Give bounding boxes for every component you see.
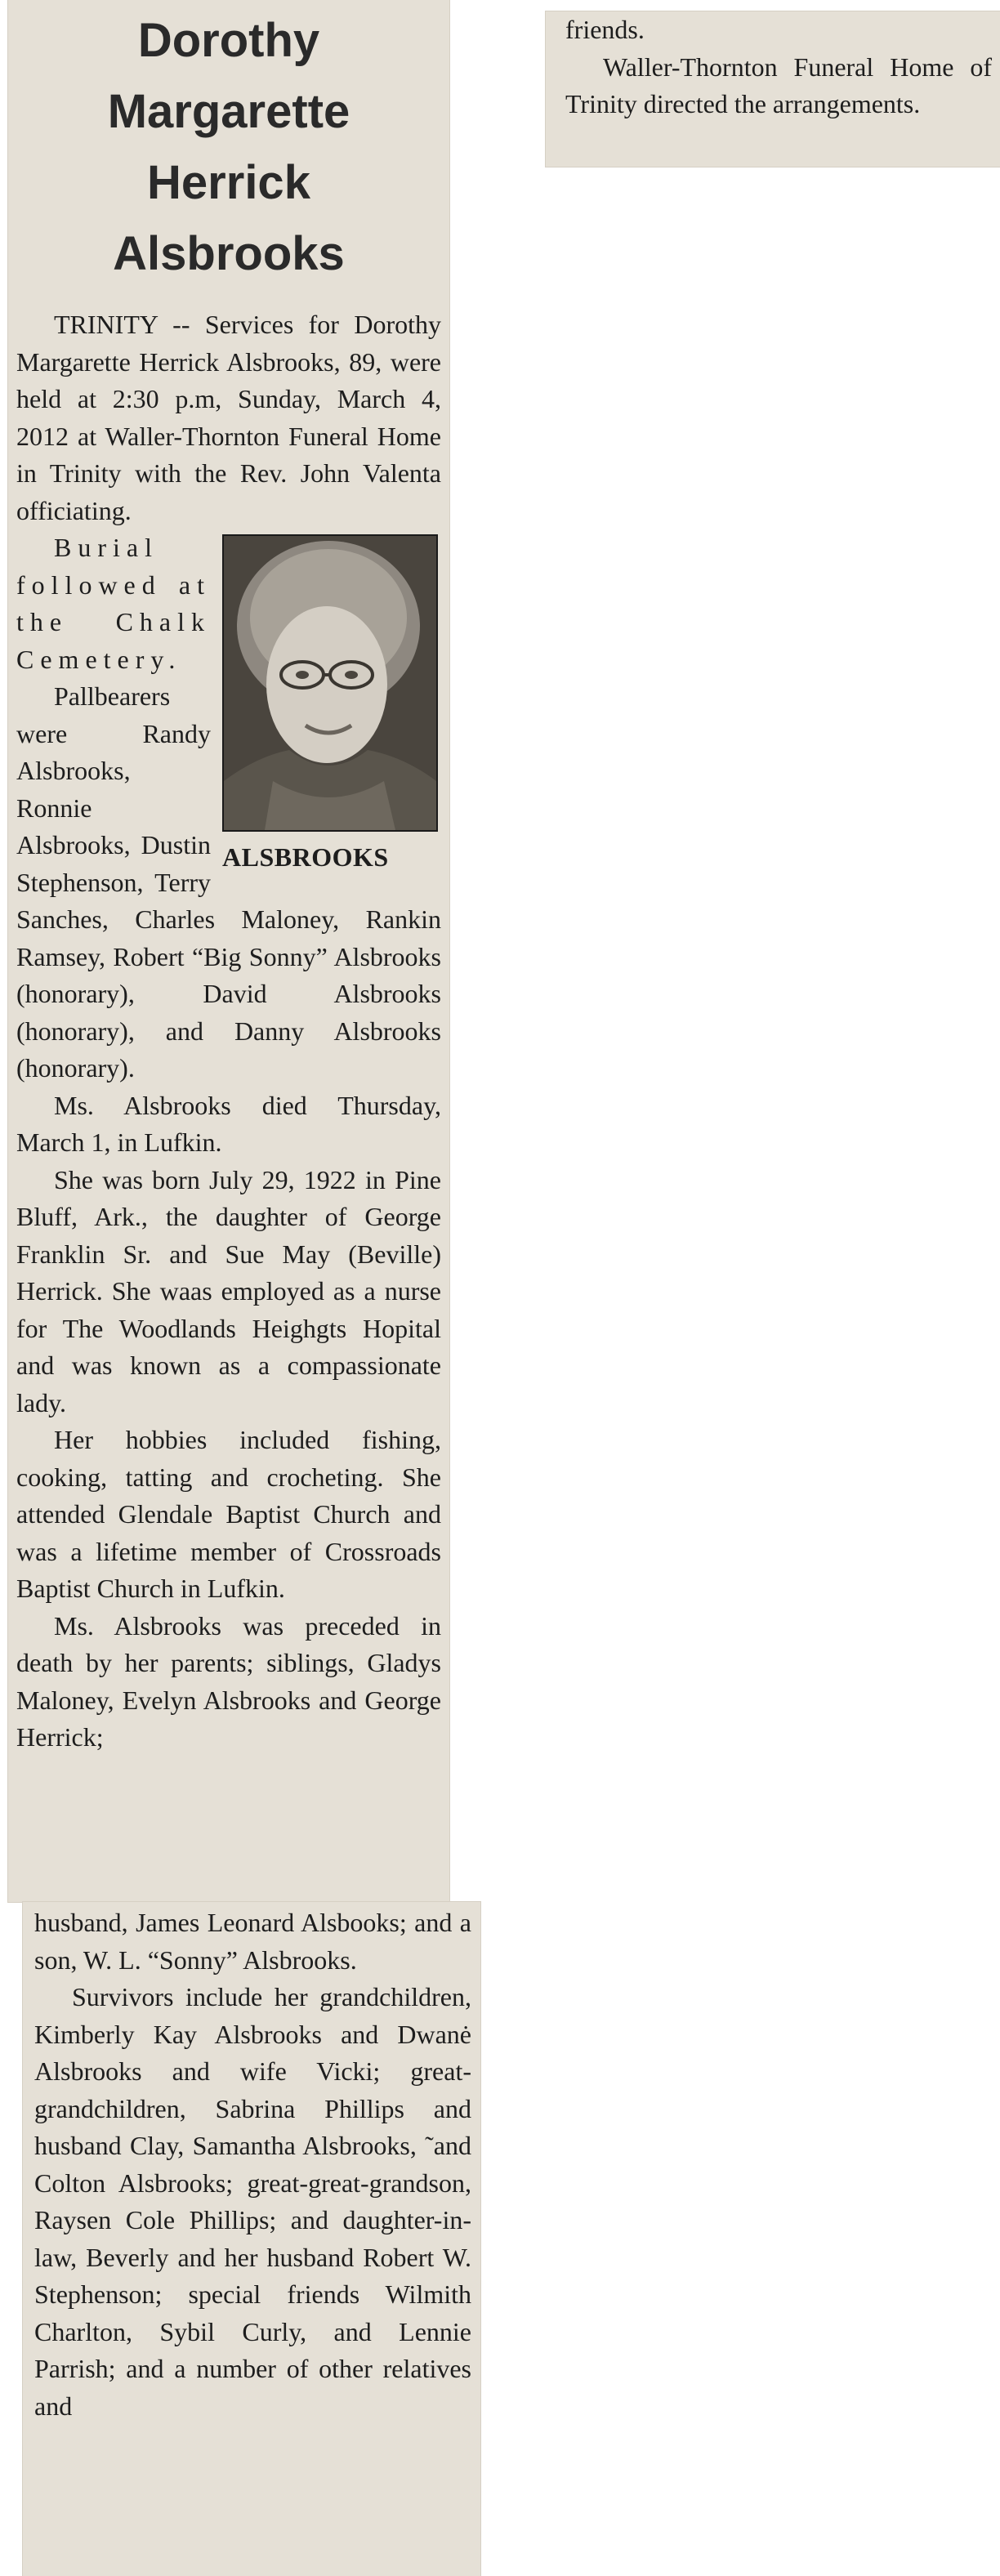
headline-line: Alsbrooks (113, 227, 345, 280)
obituary-column-3 (565, 11, 992, 123)
headline-line: Margarette (107, 85, 350, 138)
portrait-figure (222, 534, 441, 874)
obituary-headline (8, 5, 449, 289)
paragraph-services: TRINITY -- Services for Dorothy Margarette Herrick Alsbrooks, 89, were held at 2:30 p.m, Sunday, March 4, 2012 at Waller-Thornton Funeral Home in Trinity with the Rev. John Valenta officiating. (16, 310, 441, 525)
photo-caption: ALSBROOKS (222, 842, 389, 872)
portrait-photo (222, 534, 438, 832)
obituary-column-1 (16, 306, 441, 1757)
paragraph-burial: Burial followed at the Chalk Cemetery. (16, 533, 211, 674)
paragraph-birth: She was born July 29, 1922 in Pine Bluff, Ark., the daughter of George Franklin Sr. and Sue May (Beville) Herrick. She waas employed as a nurse for The Woodlands Heighgts Hopital and was known as a compassionate lady. (16, 1164, 441, 1417)
paragraph-husband: husband, James Leonard Alsbooks; and a son, W. L. “Sonny” Alsbrooks. (34, 1908, 471, 1975)
paragraph-survivors: Survivors include her grandchildren, Kimberly Kay Alsbrooks and Dwanė Alsbrooks and wife Vicki; great-grandchildren, Sabrina Phillips and husband Clay, Samantha Alsbrooks, ˜and Colton Alsbrooks; great-great-grandson, Raysen Cole Phillips; and daughter-in-law, Beverly and her husband Robert W. Stephenson; special friends Wilmith Charlton, Sybil Curly, and Lennie Parrish; and a number of other relatives and (34, 1982, 471, 2421)
paragraph-death: Ms. Alsbrooks died Thursday, March 1, in Lufkin. (16, 1090, 441, 1157)
portrait-image (224, 536, 436, 830)
paragraph-pallbearers: Pallbearers were Randy Alsbrooks, Ronnie Alsbrooks, Dustin Stephenson, Terry Sanches, Charles Maloney, Rankin Ramsey, Robert “Big Sonny” Alsbrooks (honorary), David Alsbrooks (honorary), and Danny Alsbrooks (honorary). (16, 681, 441, 1083)
obituary-column-2 (34, 1904, 471, 2425)
paragraph-hobbies: Her hobbies included fishing, cooking, tatting and crocheting. She attended Glendale Baptist Church and was a lifetime member of Crossroads Baptist Church in Lufkin. (16, 1425, 441, 1603)
paragraph-preceded: Ms. Alsbrooks was preceded in death by her parents; siblings, Gladys Maloney, Evelyn Alsbrooks and George Herrick; (16, 1610, 441, 1752)
paragraph-friends: friends. (565, 15, 645, 44)
headline-line: Dorothy (137, 14, 320, 67)
paragraph-arrangements: Waller-Thornton Funeral Home of Trinity directed the arrangements. (565, 51, 992, 118)
headline-line: Herrick (147, 156, 310, 209)
